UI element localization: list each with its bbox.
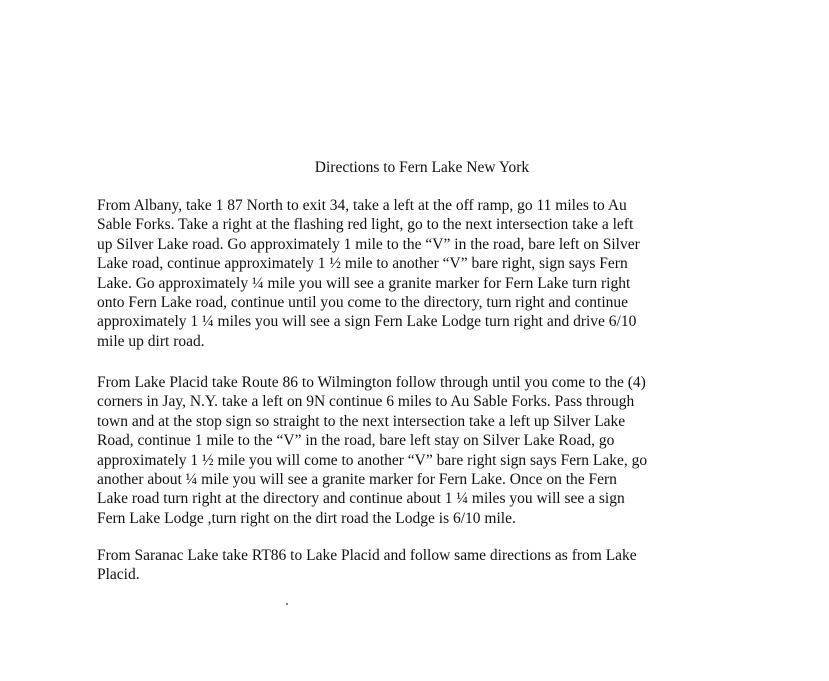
paragraph-line: Fern Lake Lodge ,turn right on the dirt road the Lodge is 6/10 mile. <box>97 509 516 527</box>
paragraph-line: another about ¼ mile you will see a granite marker for Fern Lake. Once on the Fern <box>97 471 617 489</box>
paragraph-line: Road, continue 1 mile to the “V” in the road, bare left stay on Silver Lake Road, go <box>97 432 615 450</box>
paragraph-line: corners in Jay, N.Y. take a left on 9N continue 6 miles to Au Sable Forks. Pass through <box>97 393 635 411</box>
paragraph-line: Placid. <box>97 566 140 584</box>
paragraph-line: approximately 1 ½ mile you will come to another “V” bare right sign says Fern Lake, go <box>97 451 648 469</box>
directions-from-lake-placid <box>97 373 707 528</box>
paragraph-line: Lake road, continue approximately 1 ½ mile to another “V” bare right, sign says Fern <box>97 255 628 273</box>
paragraph-line: onto Fern Lake road, continue until you come to the directory, turn right and continue <box>97 294 629 312</box>
paragraph-line: mile up dirt road. <box>97 332 205 350</box>
paragraph-line: From Albany, take 1 87 North to exit 34, take a left at the off ramp, go 11 miles to Au <box>97 197 627 214</box>
scan-speck <box>286 603 288 605</box>
paragraph-line: Lake. Go approximately ¼ mile you will see a granite marker for Fern Lake turn right <box>97 274 631 292</box>
paragraph-line: From Saranac Lake take RT86 to Lake Placid and follow same directions as from Lake <box>97 547 637 564</box>
paragraph-line: From Lake Placid take Route 86 to Wilmington follow through until you come to the (4) <box>97 374 646 391</box>
paragraph-line: approximately 1 ¼ miles you will see a sign Fern Lake Lodge turn right and drive 6/10 <box>97 313 637 331</box>
paragraph-line: up Silver Lake road. Go approximately 1 mile to the “V” in the road, bare left on Silver <box>97 235 640 253</box>
paragraph-line: Sable Forks. Take a right at the flashing red light, go to the next intersection take a left <box>97 216 634 234</box>
paragraph-line: town and at the stop sign so straight to the next intersection take a left up Silver Lake <box>97 412 626 430</box>
document-title: Directions to Fern Lake New York <box>314 159 530 176</box>
paragraph-line: Lake road turn right at the directory and continue about 1 ¼ miles you will see a sign <box>97 490 625 508</box>
directions-from-albany <box>97 196 707 351</box>
directions-from-saranac-lake <box>97 546 707 585</box>
